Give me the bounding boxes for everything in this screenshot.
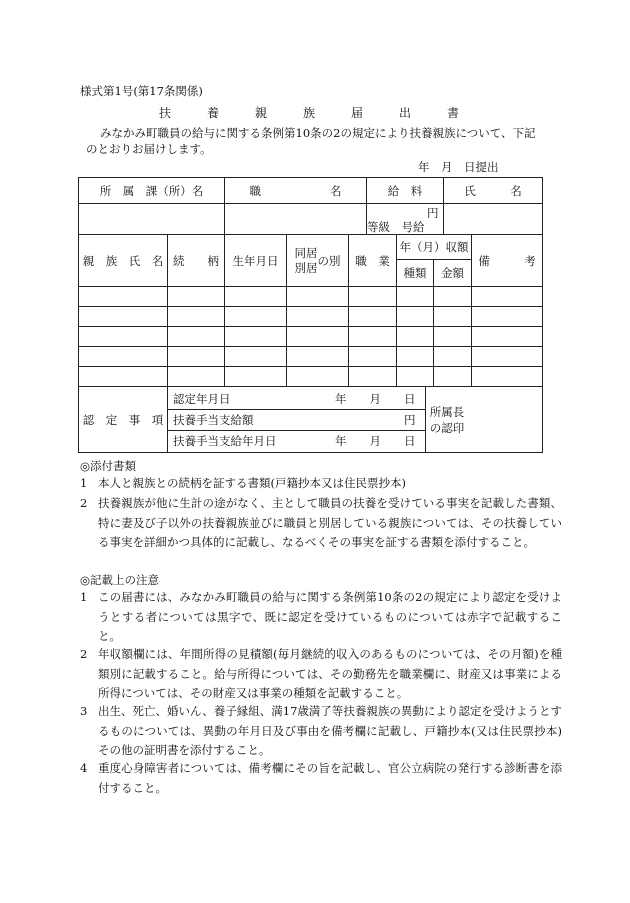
supervisor-seal[interactable] xyxy=(426,387,468,452)
allowance-pay-date-label: 扶養手当支給年月日 xyxy=(173,434,277,448)
income-amount-header: 金額 xyxy=(441,266,464,280)
name-header: 氏 名 xyxy=(464,183,522,198)
item-number: 4 xyxy=(80,761,88,775)
item-text: 年収額欄には、年間所得の見積額(毎月継続的収入のあるものについては、その月額)を種類別に記載すること。給与所得については、その勤務先を職業欄に、財産又は事業による所得については、その財産又は事業の種類を記載すること。 xyxy=(98,647,562,700)
cohabitation-header xyxy=(287,235,348,286)
yen-unit: 円 xyxy=(427,206,439,220)
table-row[interactable] xyxy=(79,327,542,346)
form-number: 様式第1号(第17条関係) xyxy=(80,84,203,98)
cert-date-label: 認定年月日 xyxy=(173,392,231,406)
position-input[interactable] xyxy=(225,204,366,234)
list-item xyxy=(80,588,562,646)
item-number: 2 xyxy=(80,496,88,510)
submission-date-field[interactable]: 年 月 日提出 xyxy=(418,160,499,174)
seal-label-line1: 所属長 xyxy=(429,404,465,419)
list-item xyxy=(80,474,562,494)
allowance-pay-date-field[interactable]: 年 月 日 xyxy=(335,434,416,448)
salary-header: 給 料 xyxy=(387,183,423,198)
notes-heading: ◎記載上の注意 xyxy=(80,573,160,587)
certification-label: 認 定 事 項 xyxy=(82,412,164,427)
income-type-header: 種類 xyxy=(403,266,427,280)
occupation-header: 職 業 xyxy=(355,253,390,268)
dept-input[interactable] xyxy=(79,204,224,234)
cohabit-label: 同居 xyxy=(294,245,318,260)
relative-name-header: 親 族 氏 名 xyxy=(82,253,164,268)
item-number: 1 xyxy=(80,476,88,490)
item-text: この届書には、みなかみ町職員の給与に関する条例第10条の2の規定により認定を受けようとする者については黒字で、既に認定を受けているものについては赤字で記載すること。 xyxy=(98,590,562,643)
income-header: 年（月）収額 xyxy=(399,240,469,254)
table-row[interactable] xyxy=(79,287,542,306)
list-item xyxy=(80,759,562,799)
name-input[interactable] xyxy=(444,204,542,234)
seal-label-line2: の認印 xyxy=(429,420,465,435)
attachments-heading: ◎添付書類 xyxy=(80,459,137,473)
allowance-amount-label: 扶養手当支給額 xyxy=(173,413,254,427)
item-text: 重度心身障害者については、備考欄にその旨を記載し、官公立病院の発行する診断書を添付すること。 xyxy=(98,761,562,795)
document-title: 扶 養 親 族 届 出 書 xyxy=(158,106,471,120)
intro-text-line2: のとおりお届けします。 xyxy=(86,142,212,156)
table-row[interactable] xyxy=(79,347,542,366)
list-item xyxy=(80,494,562,572)
item-text: 本人と親族との続柄を証する書類(戸籍抄本又は住民票抄本) xyxy=(98,476,406,490)
dept-header: 所 属 課（所）名 xyxy=(99,183,204,198)
item-text: 出生、死亡、婚いん、養子縁組、満17歳満了等扶養親族の異動により認定を受けようとするものについては、異動の年月日及び事由を備考欄に記載し、戸籍抄本(又は住民票抄本)その他の証明書を添付すること。 xyxy=(98,704,562,757)
salary-input[interactable] xyxy=(367,204,443,234)
list-item xyxy=(80,645,562,703)
relationship-header: 続 柄 xyxy=(173,253,219,268)
item-number: 1 xyxy=(80,590,88,604)
item-number: 2 xyxy=(80,647,88,661)
list-item xyxy=(80,702,562,760)
table-row[interactable] xyxy=(79,367,542,386)
allowance-amount-field[interactable]: 円 xyxy=(404,413,416,427)
birthdate-header: 生年月日 xyxy=(232,253,279,268)
distinction-label: の別 xyxy=(317,253,341,268)
grade-unit: 等級 号給 xyxy=(367,220,425,234)
item-text: 扶養親族が他に生計の途がなく、主として職員の扶養を受けている事実を記載した書類、特に妻及び子以外の扶養親族並びに職員と別居している親族については、その扶養している事実を詳細かつ具体的に記載し、なるべくその事実を証する書類を添付すること。 xyxy=(98,496,562,549)
table-row[interactable] xyxy=(79,307,542,326)
intro-text-line1: みなかみ町職員の給与に関する条例第10条の2の規定により扶養親族について、下記 xyxy=(100,126,536,140)
remarks-header: 備 考 xyxy=(478,253,536,268)
position-header: 職 名 xyxy=(249,183,342,198)
cert-date-field[interactable]: 年 月 日 xyxy=(335,392,416,406)
item-number: 3 xyxy=(80,704,88,718)
separate-label: 別居 xyxy=(294,260,318,275)
